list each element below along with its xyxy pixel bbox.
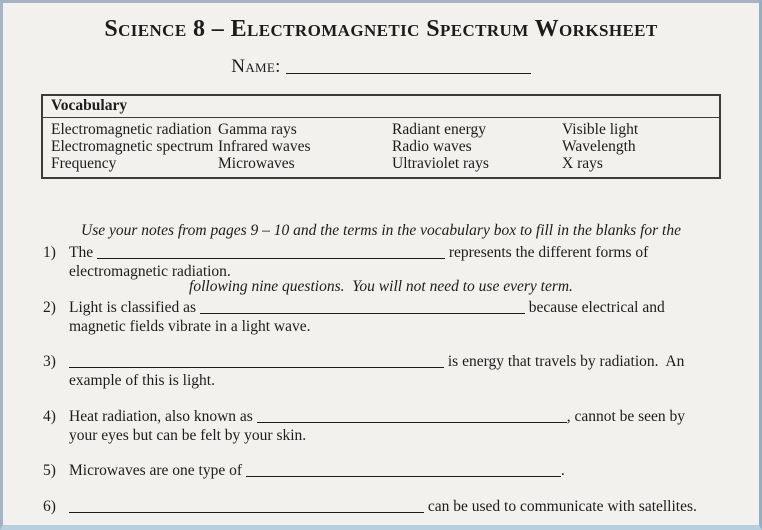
question-number: 1) [43,244,56,261]
question-item [43,243,731,281]
question-number: 2) [43,298,56,316]
question-line [69,461,731,480]
question-text: can be used to communicate with satellites. [424,497,697,515]
fill-in-blank [69,353,444,368]
vocabulary-header: Vocabulary [43,96,719,118]
fill-in-blank [246,462,561,477]
vocabulary-term: Electromagnetic radiation [51,121,212,138]
vocabulary-term: Gamma rays [218,121,297,138]
question-line [69,426,731,445]
question-text: your eyes but can be felt by your skin. [69,426,307,444]
question-body [69,352,731,390]
question-line [69,262,731,281]
vocabulary-term: Infrared waves [218,138,311,155]
vocabulary-term: Visible light [562,121,639,138]
question-number: 3) [43,353,56,370]
question-item [43,352,731,390]
vocabulary-term: Frequency [51,155,117,172]
question-text: magnetic fields vibrate in a light wave. [69,317,311,335]
name-label: Name: [231,56,281,78]
question-number: 5) [43,462,56,479]
instructions-line-1: Use your notes from pages 9 – 10 and the terms in the vocabulary box to fill in the blanks for the [81,222,681,239]
question-line [69,407,731,426]
question-body [69,497,731,516]
instructions-line-2: following nine questions. You will not need to use every term. [189,277,573,295]
question-text: The [69,244,97,261]
question-line [69,497,731,516]
question-text: Heat radiation, also known as [69,407,257,425]
question-text: electromagnetic radiation. [69,263,231,280]
question-item [43,298,731,336]
question-number: 6) [43,497,56,515]
question-text: Light is classified as [69,298,200,316]
question-text: represents the different forms of [444,244,649,261]
question-body [69,243,731,281]
question-line [69,243,731,262]
vocabulary-term: Radio waves [392,138,472,155]
question-line [69,371,731,390]
question-item [43,497,731,516]
question-item [43,461,731,480]
vocabulary-term: Ultraviolet rays [392,155,489,172]
question-text: . [560,462,565,479]
question-number: 4) [43,407,56,425]
vocabulary-term: Electromagnetic spectrum [51,138,214,155]
vocabulary-term: Microwaves [218,155,295,172]
question-line [69,298,731,317]
vocabulary-grid [43,118,719,177]
questions-list [43,243,731,530]
vocabulary-box [41,94,721,179]
question-body [69,298,731,336]
question-body [69,407,731,445]
question-text: Microwaves are one type of [69,462,246,479]
vocabulary-term: Radiant energy [392,121,486,138]
name-row [3,56,759,78]
question-text: is energy that travels by radiation. An [444,353,685,370]
vocabulary-term: Wavelength [562,138,636,155]
fill-in-blank [97,244,445,259]
question-body [69,461,731,480]
question-item [43,407,731,445]
vocabulary-term: X rays [562,155,603,172]
fill-in-blank [257,408,567,423]
name-blank-line [286,56,531,74]
question-line [69,317,731,336]
question-line [69,352,731,371]
question-text: because electrical and [524,298,665,316]
fill-in-blank [200,299,525,314]
page-title: Science 8 – Electromagnetic Spectrum Worksheet [104,16,658,42]
question-text: , cannot be seen by [566,407,686,425]
fill-in-blank [69,498,424,513]
question-text: example of this is light. [69,372,215,389]
